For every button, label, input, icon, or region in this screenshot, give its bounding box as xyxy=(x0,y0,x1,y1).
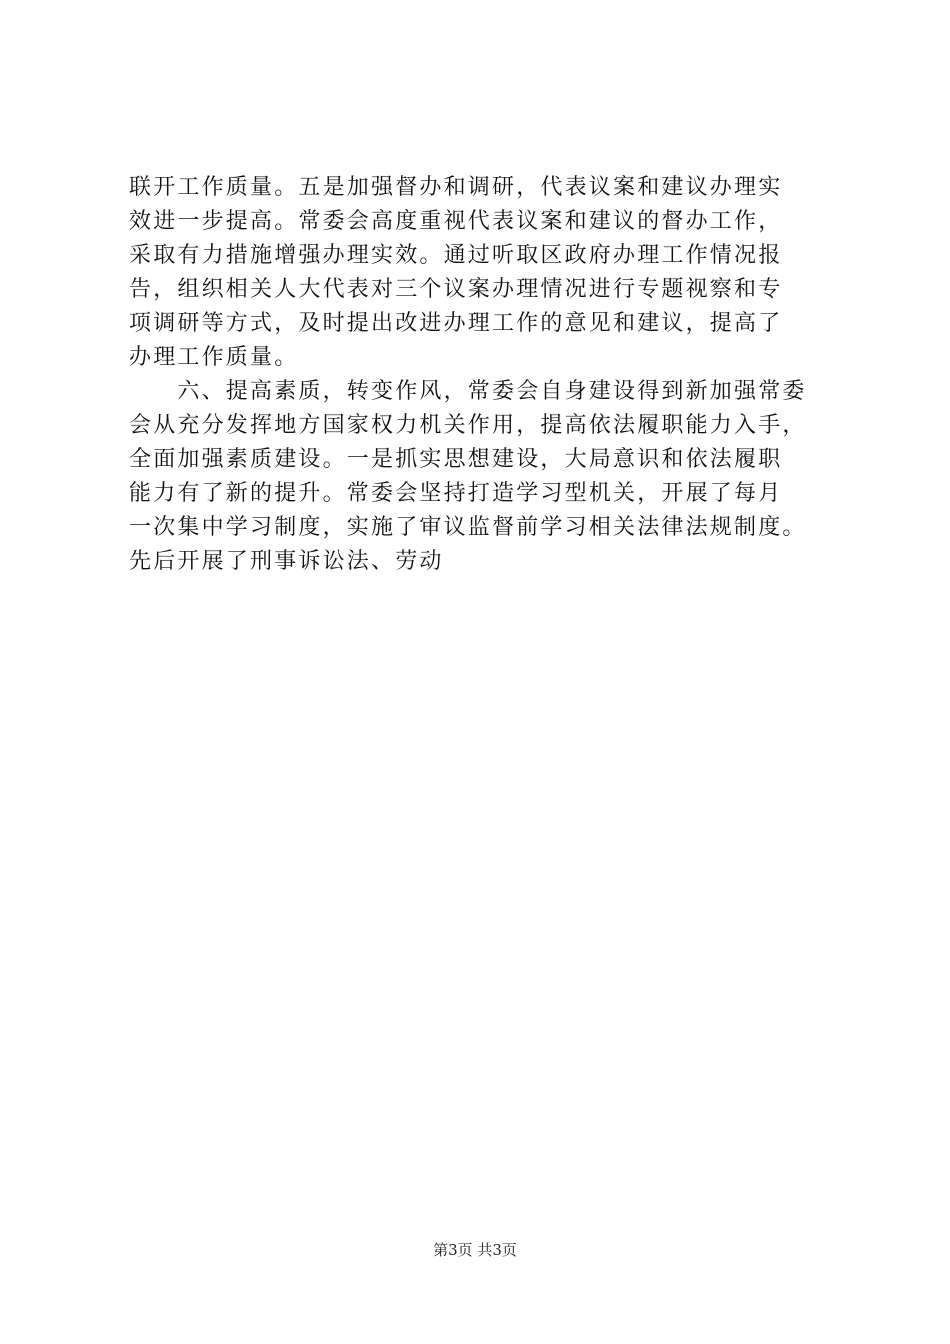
text-line: 项调研等方式，及时提出改进办理工作的意见和建议，提高了 xyxy=(129,311,783,336)
page-footer xyxy=(0,1240,950,1260)
text-line: 六、提高素质，转变作风，常委会自身建设得到新加强常委 xyxy=(129,379,807,404)
text-line: 一次集中学习制度，实施了审议监督前学习相关法律法规制度。 xyxy=(129,515,807,540)
text-line: 采取有力措施增强办理实效。通过听取区政府办理工作情况报 xyxy=(129,243,783,268)
text-line: 效进一步提高。常委会高度重视代表议案和建议的督办工作， xyxy=(129,209,783,234)
page-number: 第3页 共3页 xyxy=(433,1241,517,1259)
text-line: 会从充分发挥地方国家权力机关作用，提高依法履职能力入手， xyxy=(129,413,807,438)
text-line: 全面加强素质建设。一是抓实思想建设，大局意识和依法履职 xyxy=(129,447,783,472)
text-line: 能力有了新的提升。常委会坚持打造学习型机关，开展了每月 xyxy=(129,481,783,506)
text-line: 办理工作质量。 xyxy=(129,345,299,370)
text-line: 先后开展了刑事诉讼法、劳动 xyxy=(129,549,444,574)
text-line: 告，组织相关人大代表对三个议案办理情况进行专题视察和专 xyxy=(129,277,783,302)
body-text xyxy=(129,171,841,579)
text-line: 联开工作质量。五是加强督办和调研，代表议案和建议办理实 xyxy=(129,175,783,200)
